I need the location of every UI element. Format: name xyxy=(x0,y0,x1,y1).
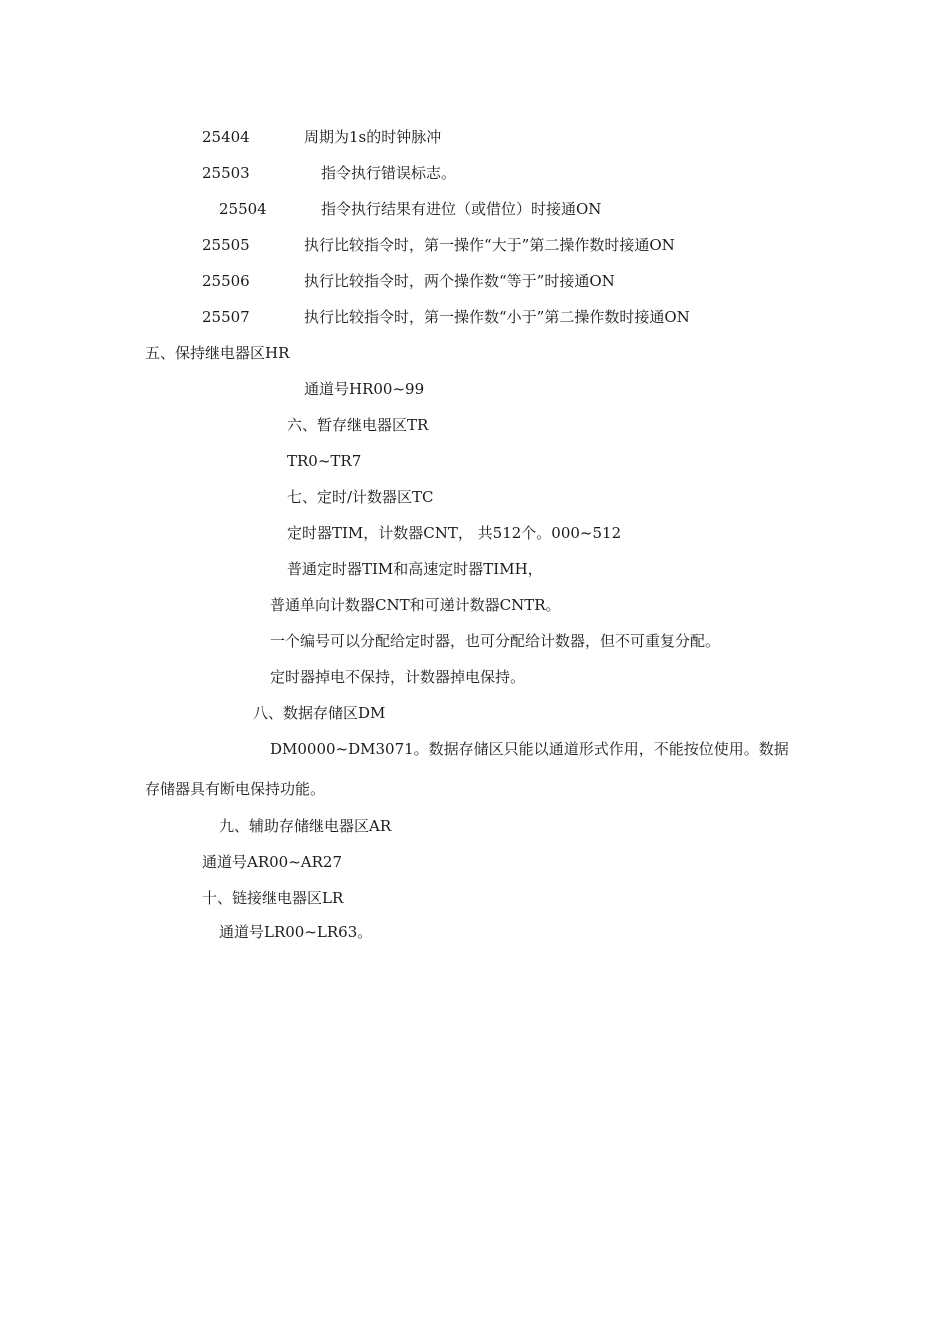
tc-paragraph: 普通单向计数器CNT和可递计数器CNTR。 xyxy=(270,596,561,614)
section-heading-dm: 八、数据存储区DM xyxy=(253,704,386,722)
ar-channel-range: 通道号AR00~AR27 xyxy=(202,853,342,871)
flag-description: 周期为1s的时钟脉冲 xyxy=(304,128,442,146)
flag-code: 25503 xyxy=(202,164,250,182)
section-heading-hr: 五、保持继电器区HR xyxy=(145,344,290,362)
tr-range: TR0~TR7 xyxy=(287,452,362,470)
flag-code: 25506 xyxy=(202,272,250,290)
flag-code: 25504 xyxy=(219,200,267,218)
flag-code: 25507 xyxy=(202,308,250,326)
tc-paragraph: 普通定时器TIM和高速定时器TIMH， xyxy=(287,560,543,578)
tc-paragraph: 一个编号可以分配给定时器，也可分配给计数器，但不可重复分配。 xyxy=(270,632,721,650)
flag-description: 执行比较指令时，两个操作数“等于”时接通ON xyxy=(304,272,615,290)
flag-description: 执行比较指令时，第一操作“大于”第二操作数时接通ON xyxy=(304,236,675,254)
dm-paragraph: DM0000~DM3071。数据存储区只能以通道形式作用，不能按位使用。数据 xyxy=(270,740,789,758)
hr-channel-range: 通道号HR00~99 xyxy=(304,380,425,398)
flag-description: 执行比较指令时，第一操作数“小于”第二操作数时接通ON xyxy=(304,308,690,326)
section-heading-lr: 十、链接继电器区LR xyxy=(202,889,344,907)
dm-paragraph: 存储器具有断电保持功能。 xyxy=(145,780,326,798)
tc-paragraph: 定时器掉电不保持，计数器掉电保持。 xyxy=(270,668,526,686)
flag-description: 指令执行错误标志。 xyxy=(321,164,457,182)
flag-description: 指令执行结果有进位（或借位）时接通ON xyxy=(321,200,602,218)
flag-code: 25404 xyxy=(202,128,250,146)
flag-code: 25505 xyxy=(202,236,250,254)
section-heading-ar: 九、辅助存储继电器区AR xyxy=(219,817,392,835)
lr-channel-range: 通道号LR00~LR63。 xyxy=(219,923,373,941)
tc-paragraph: 定时器TIM，计数器CNT， 共512个。000~512 xyxy=(287,524,622,542)
section-heading-tc: 七、定时/计数器区TC xyxy=(287,488,434,506)
section-heading-tr: 六、暂存继电器区TR xyxy=(287,416,429,434)
